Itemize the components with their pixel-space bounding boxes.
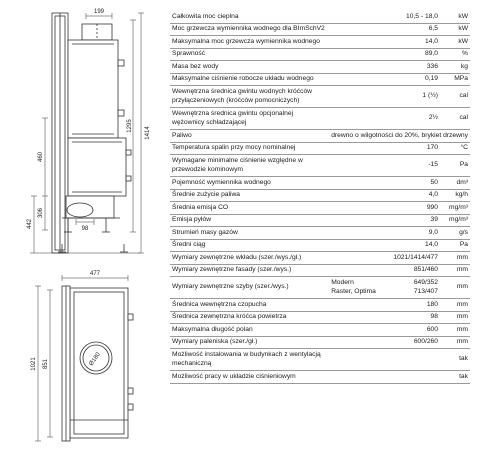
dim-306-label: 306: [38, 207, 44, 219]
spec-value: 89,0: [329, 48, 440, 61]
spec-value: 180: [329, 299, 440, 312]
spec-unit: mm: [440, 324, 470, 337]
table-row: [170, 214, 470, 227]
table-row: [170, 336, 470, 349]
spec-value: 170: [329, 142, 440, 155]
spec-value: 600/260: [329, 336, 440, 349]
spec-value: 50: [329, 177, 440, 190]
table-row: [170, 108, 470, 130]
table-row: [170, 142, 470, 155]
spec-label: Wymiary zewnętrzne szyby (szer./wys.): [170, 277, 329, 299]
spec-value: 14,0: [329, 36, 440, 49]
table-row: [170, 73, 470, 86]
spec-label: Masa bez wody: [170, 61, 329, 74]
table-row: [170, 23, 470, 36]
spec-value: 851/460: [329, 264, 440, 277]
spec-unit: g/s: [440, 227, 470, 240]
spec-label: Średnia emisja CO: [170, 202, 329, 215]
table-row: [170, 371, 470, 384]
spec-label: Wewnętrzna średnica gwintu opcjonalnej wężownicy schładzającej: [170, 108, 329, 130]
table-row: [170, 227, 470, 240]
spec-value: 336: [329, 61, 440, 74]
spec-label: Wymiary zewnętrzne fasady (szer./wys.): [170, 264, 329, 277]
spec-label: Sprawność: [170, 48, 329, 61]
spec-unit: tak: [440, 371, 470, 384]
table-row: [170, 252, 470, 265]
spec-label: Temperatura spalin przy mocy nominalnej: [170, 142, 329, 155]
spec-value: 1021/1414/477: [329, 252, 440, 265]
spec-label: Możliwość instalowania w budynkach z wentylacją mechaniczną: [170, 349, 329, 371]
top-view-drawing: [62, 286, 133, 441]
spec-label: Emisja pyłów: [170, 214, 329, 227]
spec-unit: kg: [440, 61, 470, 74]
spec-value: 990: [329, 202, 440, 215]
spec-label: Wymiary zewnętrzne wkładu (szer./wys./gł.): [170, 252, 329, 265]
table-row: [170, 130, 470, 143]
spec-value: 0,19: [329, 73, 440, 86]
spec-unit: Pa: [440, 239, 470, 252]
spec-value: 39: [329, 214, 440, 227]
table-row: [170, 155, 470, 177]
spec-value: 600: [329, 324, 440, 337]
spec-label: Maksymalne ciśnienie robocze układu wodnego: [170, 73, 329, 86]
dim-flue-label: Ø180: [88, 351, 102, 368]
spec-value: 14,0: [329, 239, 440, 252]
spec-value: 4,0: [329, 189, 440, 202]
spec-unit: mm: [440, 311, 470, 324]
table-row: [170, 324, 470, 337]
spec-unit: °C: [440, 142, 470, 155]
dim-442-label: 442: [27, 218, 33, 230]
spec-label: Paliwo: [170, 130, 329, 143]
table-row: [170, 349, 470, 371]
table-row: [170, 48, 470, 61]
table-row: [170, 239, 470, 252]
spec-label: Średni ciąg: [170, 239, 329, 252]
spec-label: Możliwość pracy w układzie ciśnieniowym: [170, 371, 329, 384]
spec-unit: kW: [440, 11, 470, 23]
table-row: [170, 264, 470, 277]
spec-label: Wewnętrzna średnica gwintu wodnych króćców przyłączeniowych (króćców pomocniczych): [170, 86, 329, 108]
dim-460-label: 460: [38, 151, 44, 163]
table-row: [170, 86, 470, 108]
spec-unit: mg/m³: [440, 202, 470, 215]
spec-label: Średnica zewnętrzna króćca powietrza: [170, 311, 329, 324]
spec-label: Całkowita moc cieplna: [170, 11, 329, 23]
spec-label: Pojemność wymiennika wodnego: [170, 177, 329, 190]
table-row: [170, 277, 470, 299]
spec-value: 98: [329, 311, 440, 324]
spec-value: 1 (½): [329, 86, 440, 108]
spec-label: Wymagane minimalne ciśnienie względne w przewodzie kominowym: [170, 155, 329, 177]
glass-variant-label: Raster, Optima: [331, 287, 376, 295]
side-view-drawing: [30, 13, 140, 253]
spec-label: Maksymalna długość polan: [170, 324, 329, 337]
technical-drawings: [0, 0, 165, 469]
spec-value: 6,5: [329, 23, 440, 36]
table-row: [170, 61, 470, 74]
spec-label: Średnica wewnętrzna czopucha: [170, 299, 329, 312]
spec-value: 9,0: [329, 227, 440, 240]
glass-variant-label: Modern: [331, 279, 354, 287]
spec-label: Średnie zużycie paliwa: [170, 189, 329, 202]
table-row: [170, 11, 470, 23]
table-row: [170, 311, 470, 324]
spec-value: 2½: [329, 108, 440, 130]
spec-unit: mm: [440, 277, 470, 299]
table-row: [170, 36, 470, 49]
spec-value: [329, 371, 440, 384]
table-row: [170, 299, 470, 312]
spec-value: -15: [329, 155, 440, 177]
dim-477-label: 477: [89, 271, 101, 277]
spec-unit: kW: [440, 23, 470, 36]
dim-1414-label: 1414: [145, 126, 151, 140]
spec-value: [329, 349, 440, 371]
spec-unit: mg/m³: [440, 214, 470, 227]
spec-unit: mm: [440, 264, 470, 277]
spec-unit: cal: [440, 108, 470, 130]
dim-98-label: 98: [81, 226, 89, 232]
spec-value: drewno o wilgotności do 20%, brykiet drzewny: [329, 130, 470, 143]
specifications-table: [170, 11, 470, 384]
spec-unit: kW: [440, 36, 470, 49]
spec-value: [329, 277, 440, 299]
spec-value: 10,5 - 18,0: [329, 11, 440, 23]
spec-unit: cal: [440, 86, 470, 108]
spec-unit: mm: [440, 336, 470, 349]
table-row: [170, 202, 470, 215]
dim-1021-label: 1021: [31, 357, 37, 371]
spec-label: Strumień masy gazów: [170, 227, 329, 240]
spec-unit: kg/h: [440, 189, 470, 202]
table-row: [170, 177, 470, 190]
dim-851-label: 851: [43, 358, 49, 370]
spec-unit: %: [440, 48, 470, 61]
spec-unit: Pa: [440, 155, 470, 177]
dim-199-label: 199: [93, 9, 105, 15]
spec-label: Moc grzewcza wymiennika wodnego dla BImSchV2: [170, 23, 329, 36]
dim-1295-label: 1295: [127, 119, 133, 133]
spec-unit: MPa: [440, 73, 470, 86]
spec-unit: mm: [440, 252, 470, 265]
table-row: [170, 189, 470, 202]
glass-variant-value: 713/407: [413, 287, 438, 295]
spec-unit: tak: [440, 349, 470, 371]
spec-unit: mm: [440, 299, 470, 312]
spec-label: Wymiary paleniska (szer./gł.): [170, 336, 329, 349]
spec-label: Maksymalna moc grzewcza wymiennika wodnego: [170, 36, 329, 49]
spec-unit: dm³: [440, 177, 470, 190]
glass-variant-value: 649/352: [413, 279, 438, 287]
